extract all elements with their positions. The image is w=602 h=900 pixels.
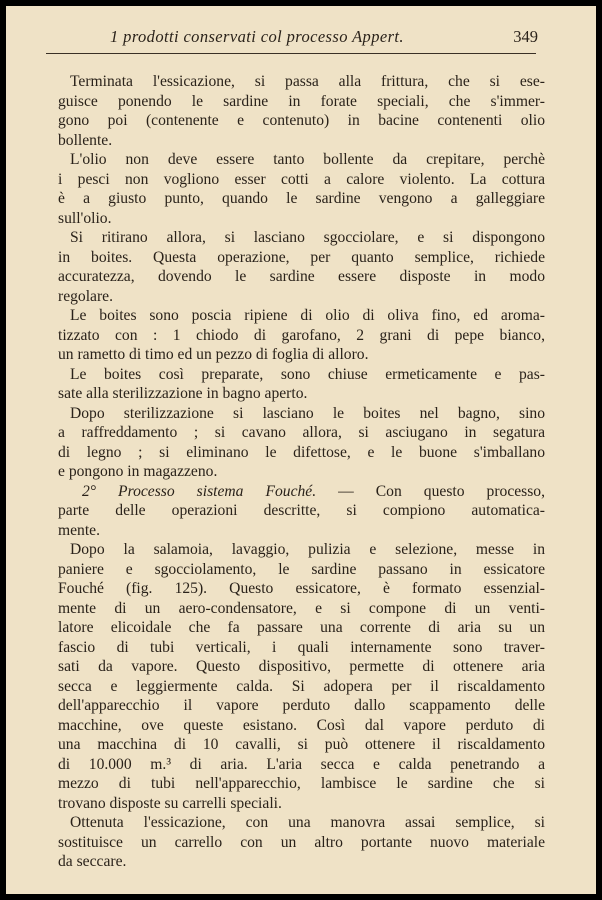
text-line: Si ritirano allora, si lasciano sgocciolare, e si dispongono [70, 229, 545, 246]
page-number: 349 [513, 27, 538, 46]
text-line: Terminata l'essicazione, si passa alla frittura, che si ese- [70, 73, 545, 90]
text-line: tizzato con : 1 chiodo di garofano, 2 grani di pepe bianco, [58, 326, 545, 344]
text-line: parte delle operazioni descritte, si compiono automatica- [58, 502, 545, 519]
text-line: Le boites sono poscia ripiene di olio di oliva fino, ed aroma- [70, 307, 545, 324]
paragraph [58, 404, 545, 482]
paragraph [58, 482, 545, 541]
paragraph [58, 228, 545, 306]
text-line: è a giusto punto, quando le sardine vengono a galleggiare [58, 190, 545, 207]
page-header [46, 24, 542, 54]
text-line: di 10.000 m.³ di aria. L'aria secca e calda penetrando a [58, 755, 545, 773]
page-body [58, 72, 545, 872]
text-line: sati da vapore. Questo dispositivo, permette di ottenere aria [58, 658, 545, 675]
text-line: bollente. [58, 131, 113, 149]
paragraph [58, 306, 545, 365]
text-line: regolare. [58, 287, 113, 305]
book-page [6, 6, 596, 894]
text-line: e pongono in magazzeno. [58, 463, 218, 480]
text-line: di legno ; si eliminano le difettose, e le buone s'imballano [58, 443, 545, 461]
text-line: i pesci non vogliono esser cotti a calore violento. La cottura [58, 170, 545, 188]
text-line: Fouché (fig. 125). Questo essicatore, è formato essenzial- [58, 580, 545, 597]
text-line: fascio di tubi verticali, i quali internamente sono traver- [58, 638, 545, 656]
text-line: mente di un aero-condensatore, e si compone di un venti- [58, 599, 545, 617]
text-line: Dopo la salamoia, lavaggio, pulizia e selezione, messe in [70, 541, 545, 558]
running-head: 1 prodotti conservati col processo Appert. [110, 27, 404, 46]
text-line: mente. [58, 521, 100, 539]
text-line: accuratezza, dovendo le sardine essere disposte in modo [58, 268, 545, 285]
text-line: Dopo sterilizzazione si lasciano le boites nel bagno, sino [70, 404, 545, 422]
text-fragment: — Con questo processo, [316, 482, 545, 500]
text-line [58, 482, 545, 502]
text-line: Le boites così preparate, sono chiuse ermeticamente e pas- [70, 365, 545, 383]
text-line: una macchina di 10 cavalli, si può ottenere il riscaldamento [58, 736, 545, 753]
text-line: Ottenuta l'essicazione, con una manovra assai semplice, si [70, 814, 545, 831]
text-line: gono poi (contenente e contenuto) in bacine contenenti olio [58, 112, 545, 129]
text-line: un rametto di timo ed un pezzo di foglia di alloro. [58, 346, 369, 363]
text-line: paniere e sgocciolamento, le sardine passano in essicatore [58, 560, 545, 578]
text-line: sull'olio. [58, 209, 112, 227]
text-line: secca e leggiermente calda. Si adopera per il riscaldamento [58, 677, 545, 695]
text-line: sostituisce un carrello con un altro portante nuovo materiale [58, 833, 545, 851]
paragraph [58, 150, 545, 228]
text-line: in boites. Questa operazione, per quanto semplice, richiede [58, 248, 545, 266]
text-line: latore elicoidale che fa passare una corrente di aria su un [58, 619, 545, 636]
paragraph [58, 813, 545, 872]
text-line: L'olio non deve essere tanto bollente da crepitare, perchè [70, 151, 545, 168]
text-line: dell'apparecchio il vapore perduto dallo scappamento delle [58, 697, 545, 714]
header-rule [46, 53, 536, 54]
text-line: sate alla sterilizzazione in bagno aperto. [58, 385, 308, 402]
text-line: da seccare. [58, 853, 127, 870]
paragraph [58, 540, 545, 813]
text-line: trovano disposte su carrelli speciali. [58, 794, 282, 812]
section-label: 2° Processo sistema Fouché. [82, 482, 317, 500]
text-line: mezzo di tubi nell'apparecchio, lambisce le sardine che si [58, 775, 545, 792]
text-line: a raffreddamento ; si cavano allora, si asciugano in segatura [58, 424, 545, 441]
paragraph [58, 365, 545, 404]
text-line: guisce ponendo le sardine in forate speciali, che s'immer- [58, 92, 545, 110]
text-line: macchine, ove queste esistano. Così dal vapore perduto di [58, 716, 545, 734]
paragraph [58, 72, 545, 150]
